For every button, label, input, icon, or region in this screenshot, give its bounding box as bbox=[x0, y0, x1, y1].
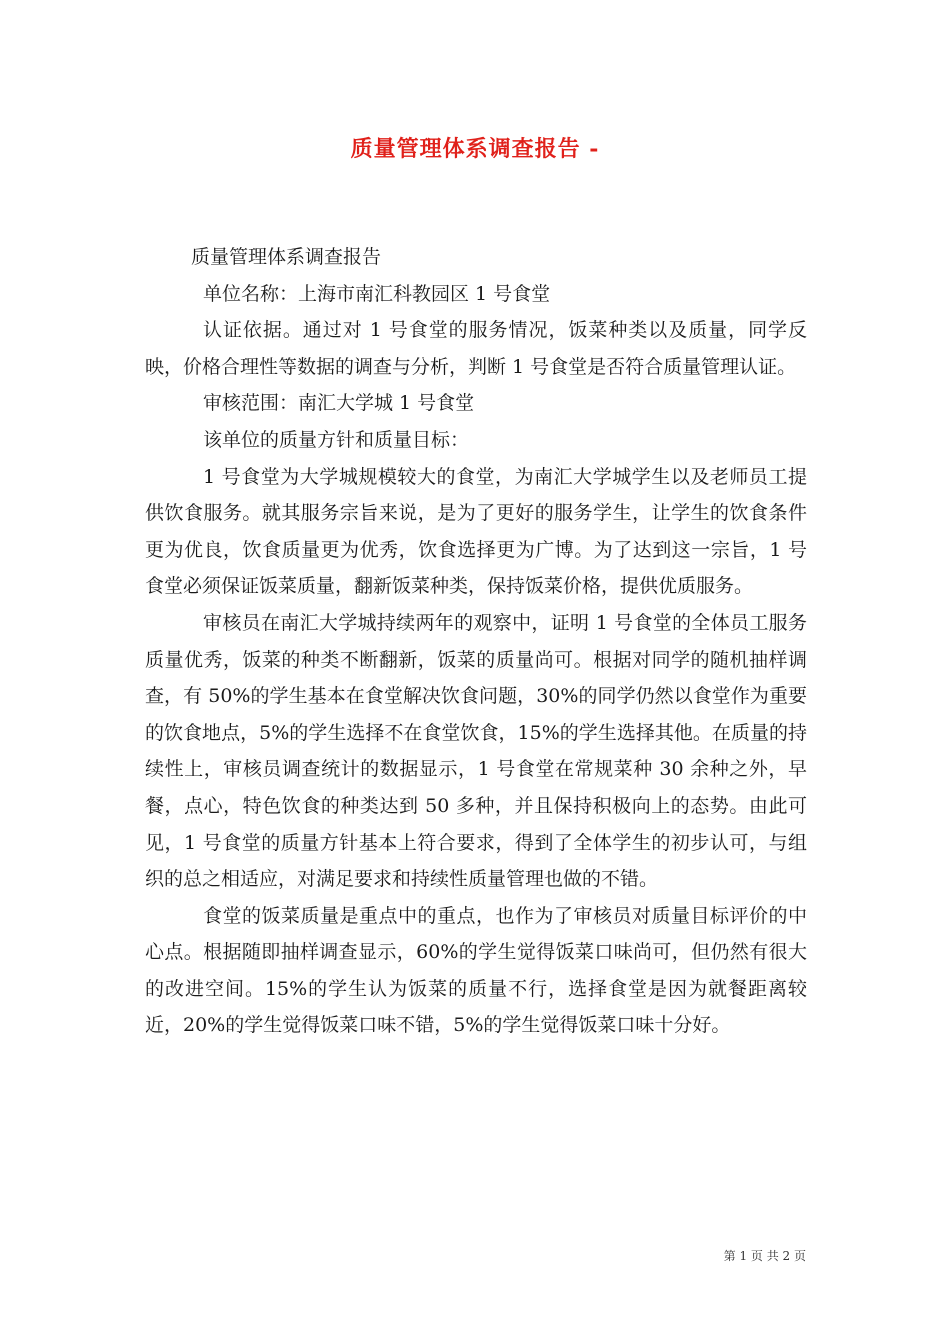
canteen-description-paragraph: 1 号食堂为大学城规模较大的食堂，为南汇大学城学生以及老师员工提供饮食服务。就其服务宗旨来说，是为了更好的服务学生，让学生的饮食条件更为优良，饮食质量更为优秀，饮食选择更为广博。为了达到这一宗旨，1 号食堂必须保证饭菜质量，翻新饭菜种类，保持饭菜价格，提供优质服务。 bbox=[145, 465, 807, 598]
auditor-observation-paragraph: 审核员在南汇大学城持续两年的观察中，证明 1 号食堂的全体员工服务质量优秀，饭菜的种类不断翻新，饭菜的质量尚可。根据对同学的随机抽样调查，有 50%的学生基本在食堂解决饮食问题，30%的同学仍然以食堂作为重要的饮食地点，5%的学生选择不在食堂饮食，15%的学生选择其他。在质量的持续性上，审核员调查统计的数据显示，1 号食堂在常规菜种 30 余种之外，早餐，点心，特色饮食的种类达到 50 多种，并且保持积极向上的态势。由此可见，1 号食堂的质量方针基本上符合要求，得到了全体学生的初步认可，与组织的总之相适应，对满足要求和持续性质量管理也做的不错。 bbox=[145, 611, 807, 891]
unit-name: 单位名称：上海市南汇科教园区 1 号食堂 bbox=[203, 282, 551, 305]
page-number: 第 1 页 共 2 页 bbox=[723, 1249, 806, 1263]
audit-scope: 审核范围：南汇大学城 1 号食堂 bbox=[203, 392, 475, 415]
document-title: 质量管理体系调查报告 - bbox=[350, 136, 600, 162]
document-body bbox=[145, 239, 807, 1044]
quality-policy-heading: 该单位的质量方针和质量目标： bbox=[203, 428, 470, 451]
report-heading: 质量管理体系调查报告 bbox=[191, 246, 382, 268]
certification-basis: 认证依据。通过对 1 号食堂的服务情况，饭菜种类以及质量，同学反映，价格合理性等数据的调查与分析，判断 1 号食堂是否符合质量管理认证。 bbox=[145, 319, 807, 378]
food-quality-paragraph: 食堂的饭菜质量是重点中的重点，也作为了审核员对质量目标评价的中心点。根据随即抽样调查显示，60%的学生觉得饭菜口味尚可，但仍然有很大的改进空间。15%的学生认为饭菜的质量不行，选择食堂是因为就餐距离较近，20%的学生觉得饭菜口味不错，5%的学生觉得饭菜口味十分好。 bbox=[145, 904, 807, 1037]
